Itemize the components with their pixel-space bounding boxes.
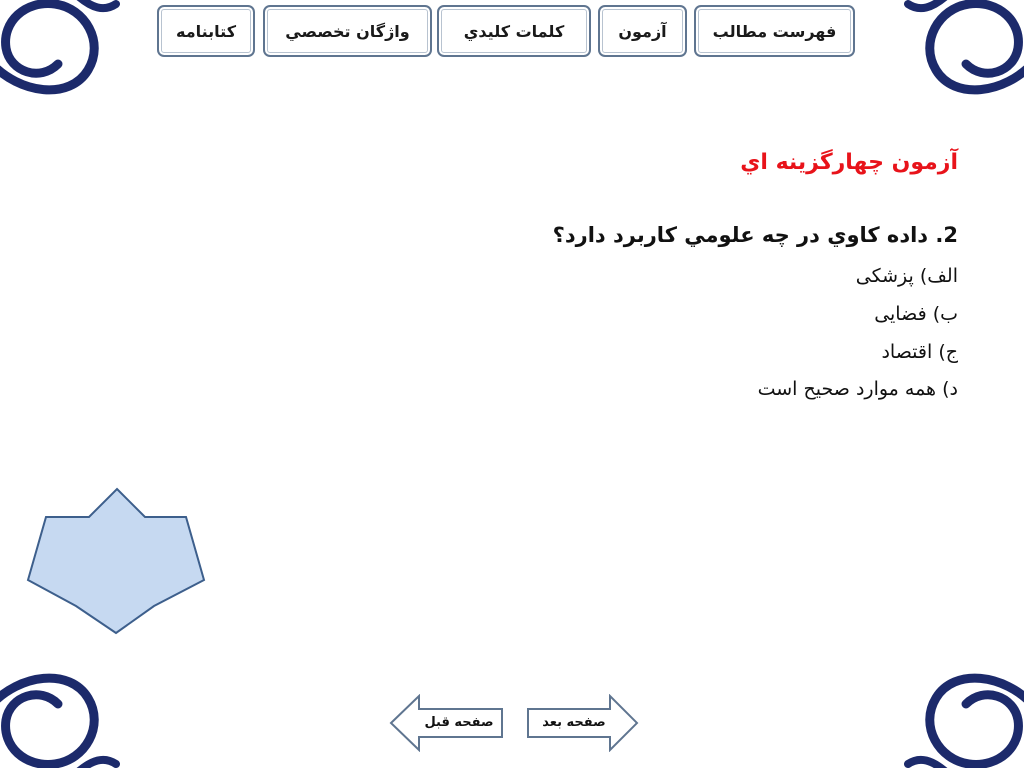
quiz-title: آزمون چهارگزينه اي (740, 150, 958, 175)
answer-option-c[interactable]: ج) اقتصاد (881, 341, 958, 363)
swirl-ornament-icon (0, 0, 120, 100)
swirl-ornament-icon (904, 0, 1024, 100)
star-decoration (26, 487, 206, 635)
nav-exam-button[interactable]: آزمون (598, 5, 687, 57)
prev-page-label: صفحه قبل (424, 715, 494, 730)
answer-option-a[interactable]: الف) پزشکی (855, 265, 958, 287)
corner-ornament-bottom-left (0, 668, 120, 768)
nav-keywords-button[interactable]: کلمات کليدي (437, 5, 591, 57)
swirl-ornament-icon (0, 668, 120, 768)
corner-ornament-top-right (904, 0, 1024, 100)
next-page-button[interactable] (526, 694, 639, 752)
nav-toc-button[interactable]: فهرست مطالب (694, 5, 855, 57)
prev-page-button[interactable] (389, 694, 504, 752)
next-page-label: صفحه بعد (542, 715, 606, 730)
answer-option-d[interactable]: د) همه موارد صحیح است (757, 378, 958, 400)
nav-bibliography-button[interactable]: کتابنامه (157, 5, 255, 57)
nav-glossary-button[interactable]: واژگان تخصصي (263, 5, 432, 57)
swirl-ornament-icon (904, 668, 1024, 768)
corner-ornament-bottom-right (904, 668, 1024, 768)
question-text: 2. داده کاوي در چه علومي کاربرد دارد؟ (552, 223, 958, 247)
corner-ornament-top-left (0, 0, 120, 100)
answer-option-b[interactable]: ب) فضایی (874, 303, 958, 325)
seven-point-star-icon (26, 487, 206, 635)
